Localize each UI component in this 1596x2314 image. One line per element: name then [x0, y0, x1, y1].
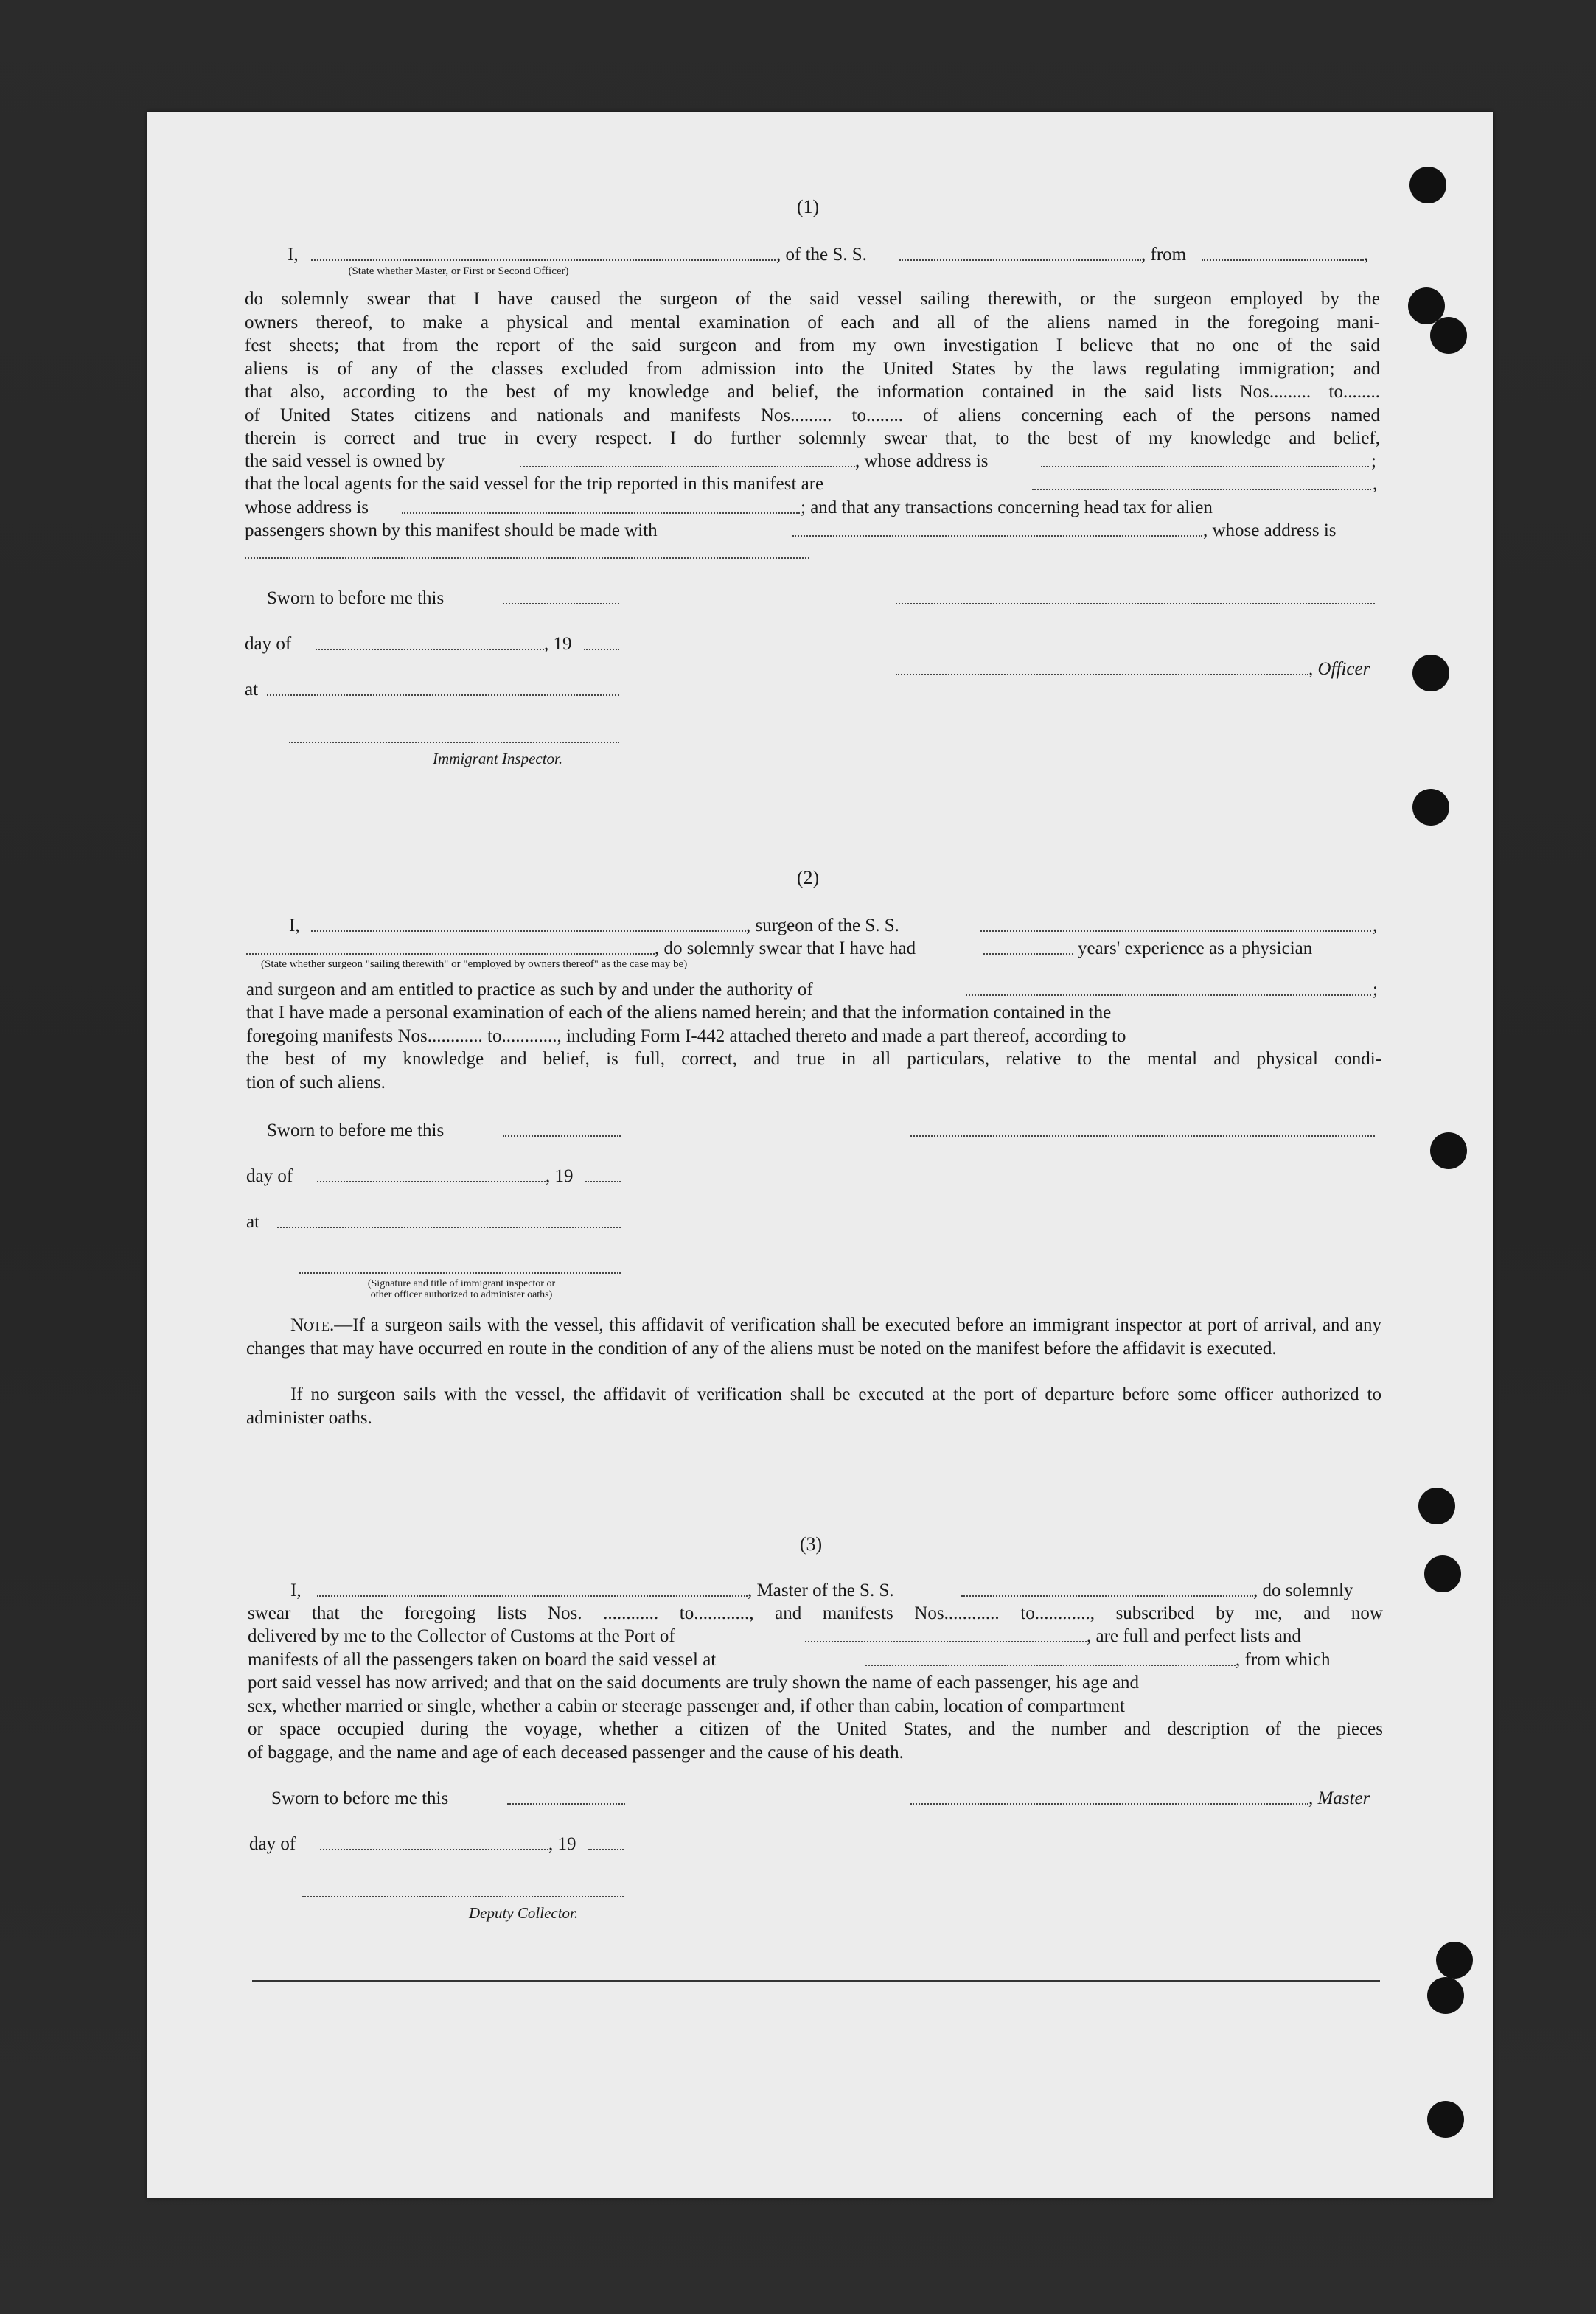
- blank-sworn-date-2[interactable]: [503, 1135, 621, 1137]
- sec1-officer-label: , Officer: [1308, 659, 1370, 679]
- blank-vessel-name-3[interactable]: [961, 1595, 1253, 1597]
- punch-hole: [1424, 1555, 1461, 1592]
- sec2-semicolon: ;: [1373, 980, 1378, 1000]
- blank-collector-signature[interactable]: [302, 1896, 624, 1897]
- sec1-day-of: day of: [245, 634, 292, 654]
- sec1-body: [245, 287, 1380, 450]
- blank-month-3[interactable]: [320, 1849, 548, 1850]
- punch-hole: [1430, 317, 1467, 354]
- blank-officer-signature-line[interactable]: [896, 603, 1375, 604]
- sec2-line: foregoing manifests Nos............ to............, including Form I-442 attached thereto and made a part thereof, according to: [246, 1025, 1126, 1046]
- blank-surgeon-signature[interactable]: [910, 1135, 1375, 1137]
- punch-hole: [1430, 1132, 1467, 1169]
- sec2-day-of: day of: [246, 1166, 293, 1186]
- sec3-taken-label: manifests of all the passengers taken on board the said vessel at: [248, 1650, 717, 1670]
- sec3-line-2: [248, 1602, 1383, 1625]
- sec1-line: aliens is of any of the classes excluded from admission into the United States by the laws regulating immigration; and: [245, 358, 1380, 379]
- blank-sworn-date-3[interactable]: [507, 1803, 625, 1805]
- sec3-line: swear that the foregoing lists Nos. ............ to............, and manifests Nos............ to............, subscribed by me, and now: [248, 1603, 1383, 1623]
- note-label: Note.: [290, 1315, 335, 1335]
- blank-from-port[interactable]: [1202, 259, 1364, 261]
- sec2-body: [246, 1001, 1381, 1094]
- blank-authority[interactable]: [966, 994, 1371, 996]
- sec2-line: the best of my knowledge and belief, is full, correct, and true in all particulars, relative to the mental and physical condi-: [246, 1049, 1381, 1069]
- blank-headtax-party[interactable]: [792, 535, 1202, 537]
- punch-hole: [1427, 2101, 1464, 2138]
- punch-hole: [1412, 789, 1449, 826]
- sec2-note: [246, 1314, 1381, 1360]
- sec3-line: sex, whether married or single, whether a cabin or steerage passenger and, if other than cabin, location of compartment: [248, 1696, 1125, 1716]
- sec1-year: , 19: [544, 634, 572, 654]
- sec1-line: that also, according to the best of my knowledge and belief, the information contained in the said lists Nos......... to........: [245, 382, 1380, 402]
- note-text: —If a surgeon sails with the vessel, this affidavit of verification shall be executed before an immigrant inspector at port of arrival, and any changes that may have occurred en route in the condition of any of the aliens must be noted on the manifest before the affidavit is executed.: [246, 1315, 1381, 1359]
- sec1-line: therein is correct and true in every respect. I do further solemnly swear that, to the best of my knowledge and belief,: [245, 428, 1380, 448]
- sec2-year: , 19: [546, 1166, 574, 1186]
- sec3-body: [248, 1671, 1383, 1764]
- sec2-i: I,: [289, 916, 300, 935]
- bottom-rule: [252, 1980, 1380, 1982]
- sec1-comma: ,: [1364, 245, 1369, 265]
- blank-year-1[interactable]: [584, 649, 619, 650]
- sec1-passengers-label: passengers shown by this manifest should be made with: [245, 520, 658, 540]
- sec1-rank-note: (State whether Master, or First or Second Officer): [348, 265, 569, 277]
- sec3-master-of-ss: , Master of the S. S.: [748, 1581, 894, 1600]
- sec1-sworn: Sworn to before me this: [267, 588, 445, 608]
- sec2-sig-line: (Signature and title of immigrant inspector or: [367, 1278, 556, 1289]
- sec3-day-of: day of: [249, 1834, 296, 1854]
- sec3-line: of baggage, and the name and age of each deceased passenger and the cause of his death.: [248, 1742, 904, 1763]
- blank-year-3[interactable]: [588, 1849, 624, 1850]
- punch-hole: [1418, 1488, 1455, 1524]
- sec1-whose-address: , whose address is: [1203, 520, 1337, 540]
- sec3-full-lists: , are full and perfect lists and: [1087, 1626, 1301, 1646]
- blank-year-2[interactable]: [585, 1181, 621, 1182]
- sec1-semicolon: ;: [1371, 451, 1376, 471]
- sec2-swear-had: , do solemnly swear that I have had: [655, 938, 916, 958]
- blank-sworn-date-1[interactable]: [503, 603, 619, 604]
- sec3-master-label: , Master: [1308, 1788, 1370, 1808]
- sec1-at: at: [245, 680, 259, 700]
- sec1-comma2: ,: [1373, 474, 1378, 494]
- blank-place-1[interactable]: [267, 694, 619, 696]
- affidavit-sheet: [147, 112, 1493, 2198]
- sec3-i: I,: [290, 1581, 302, 1600]
- section-1-heading: (1): [796, 196, 820, 217]
- sec3-port-label: delivered by me to the Collector of Customs at the Port of: [248, 1626, 675, 1646]
- sec1-line: of United States citizens and nationals and manifests Nos......... to........ of aliens concerning each of the persons named: [245, 405, 1380, 425]
- blank-surgeon-status[interactable]: [246, 953, 655, 955]
- sec3-line: port said vessel has now arrived; and that on the said documents are truly shown the name of each passenger, his age and: [248, 1673, 1140, 1693]
- blank-embark-port[interactable]: [865, 1665, 1236, 1666]
- sec2-line: that I have made a personal examination of each of the aliens named herein; and that the information contained in the: [246, 1003, 1112, 1022]
- blank-inspector-signature[interactable]: [289, 742, 619, 743]
- sec3-year: , 19: [548, 1834, 576, 1854]
- sec2-sworn: Sworn to before me this: [267, 1121, 445, 1140]
- sec3-line: or space occupied during the voyage, whether a citizen of the United States, and the number and description of the pieces: [248, 1719, 1383, 1739]
- sec1-agents-label: that the local agents for the said vessel for the trip reported in this manifest are: [245, 474, 824, 494]
- sec3-solemnly: , do solemnly: [1253, 1581, 1353, 1600]
- sec3-collector-label: Deputy Collector.: [469, 1904, 579, 1922]
- sec1-whose-label: whose address is: [245, 498, 369, 517]
- section-2-heading: (2): [796, 867, 820, 888]
- punch-hole: [1436, 1942, 1473, 1979]
- section-3-heading: (3): [799, 1533, 823, 1555]
- sec3-sworn: Sworn to before me this: [271, 1788, 449, 1808]
- blank-officer-rank[interactable]: [311, 259, 776, 261]
- sec2-signature-note: [314, 1278, 609, 1300]
- sec1-inspector-label: Immigrant Inspector.: [433, 750, 563, 767]
- blank-port[interactable]: [805, 1641, 1087, 1642]
- sec2-note-2: [246, 1383, 1381, 1429]
- blank-headtax-address[interactable]: [245, 557, 809, 559]
- blank-officer-signature[interactable]: [896, 674, 1308, 675]
- blank-month-2[interactable]: [317, 1181, 546, 1182]
- sec2-years-physician: years' experience as a physician: [1078, 938, 1313, 958]
- blank-officer-oath-signature[interactable]: [299, 1272, 621, 1274]
- blank-surgeon-name[interactable]: [311, 930, 746, 932]
- sec2-line: tion of such aliens.: [246, 1072, 386, 1092]
- sec2-authority-label: and surgeon and am entitled to practice as such by and under the authority of: [246, 980, 813, 1000]
- sec1-owned-label: the said vessel is owned by: [245, 451, 445, 471]
- punch-hole: [1427, 1977, 1464, 2014]
- sec2-status-note: (State whether surgeon "sailing therewith" or "employed by owners thereof" as the case may be): [261, 958, 688, 970]
- sec1-owner-address-label: , whose address is: [855, 451, 989, 471]
- sec1-line: do solemnly swear that I have caused the surgeon of the said vessel sailing therewith, or the surgeon employed by the: [245, 289, 1380, 309]
- sec1-from: , from: [1141, 245, 1187, 265]
- sec1-of-ss: , of the S. S.: [776, 245, 867, 265]
- blank-vessel-owner[interactable]: [520, 466, 855, 467]
- blank-agent-address[interactable]: [402, 512, 800, 514]
- blank-years-experience[interactable]: [983, 953, 1073, 955]
- blank-month-1[interactable]: [316, 649, 544, 650]
- sec2-comma: ,: [1373, 916, 1378, 935]
- blank-master-name[interactable]: [317, 1595, 748, 1597]
- blank-vessel-name-2[interactable]: [980, 930, 1371, 932]
- blank-vessel-name[interactable]: [899, 259, 1141, 261]
- sec2-sig-line: other officer authorized to administer oaths): [370, 1289, 553, 1300]
- punch-hole: [1412, 655, 1449, 691]
- blank-place-2[interactable]: [277, 1227, 621, 1228]
- sec1-line: owners thereof, to make a physical and mental examination of each and all of the aliens named in the foregoing mani-: [245, 312, 1380, 332]
- sec1-i: I,: [288, 245, 299, 265]
- blank-owner-address[interactable]: [1041, 466, 1369, 467]
- sec2-at: at: [246, 1212, 260, 1232]
- sec3-from-which: , from which: [1236, 1650, 1331, 1670]
- blank-master-signature[interactable]: [910, 1803, 1308, 1805]
- sec2-surgeon-of-ss: , surgeon of the S. S.: [746, 916, 899, 935]
- punch-hole: [1409, 167, 1446, 203]
- note-2-text: If no surgeon sails with the vessel, the affidavit of verification shall be executed at the port of departure before some officer authorized to administer oaths.: [246, 1384, 1381, 1428]
- blank-local-agents[interactable]: [1032, 489, 1371, 490]
- sec1-headtax: ; and that any transactions concerning head tax for alien: [801, 498, 1213, 517]
- sec1-line: fest sheets; that from the report of the said surgeon and from my own investigation I believe that no one of the said: [245, 335, 1380, 355]
